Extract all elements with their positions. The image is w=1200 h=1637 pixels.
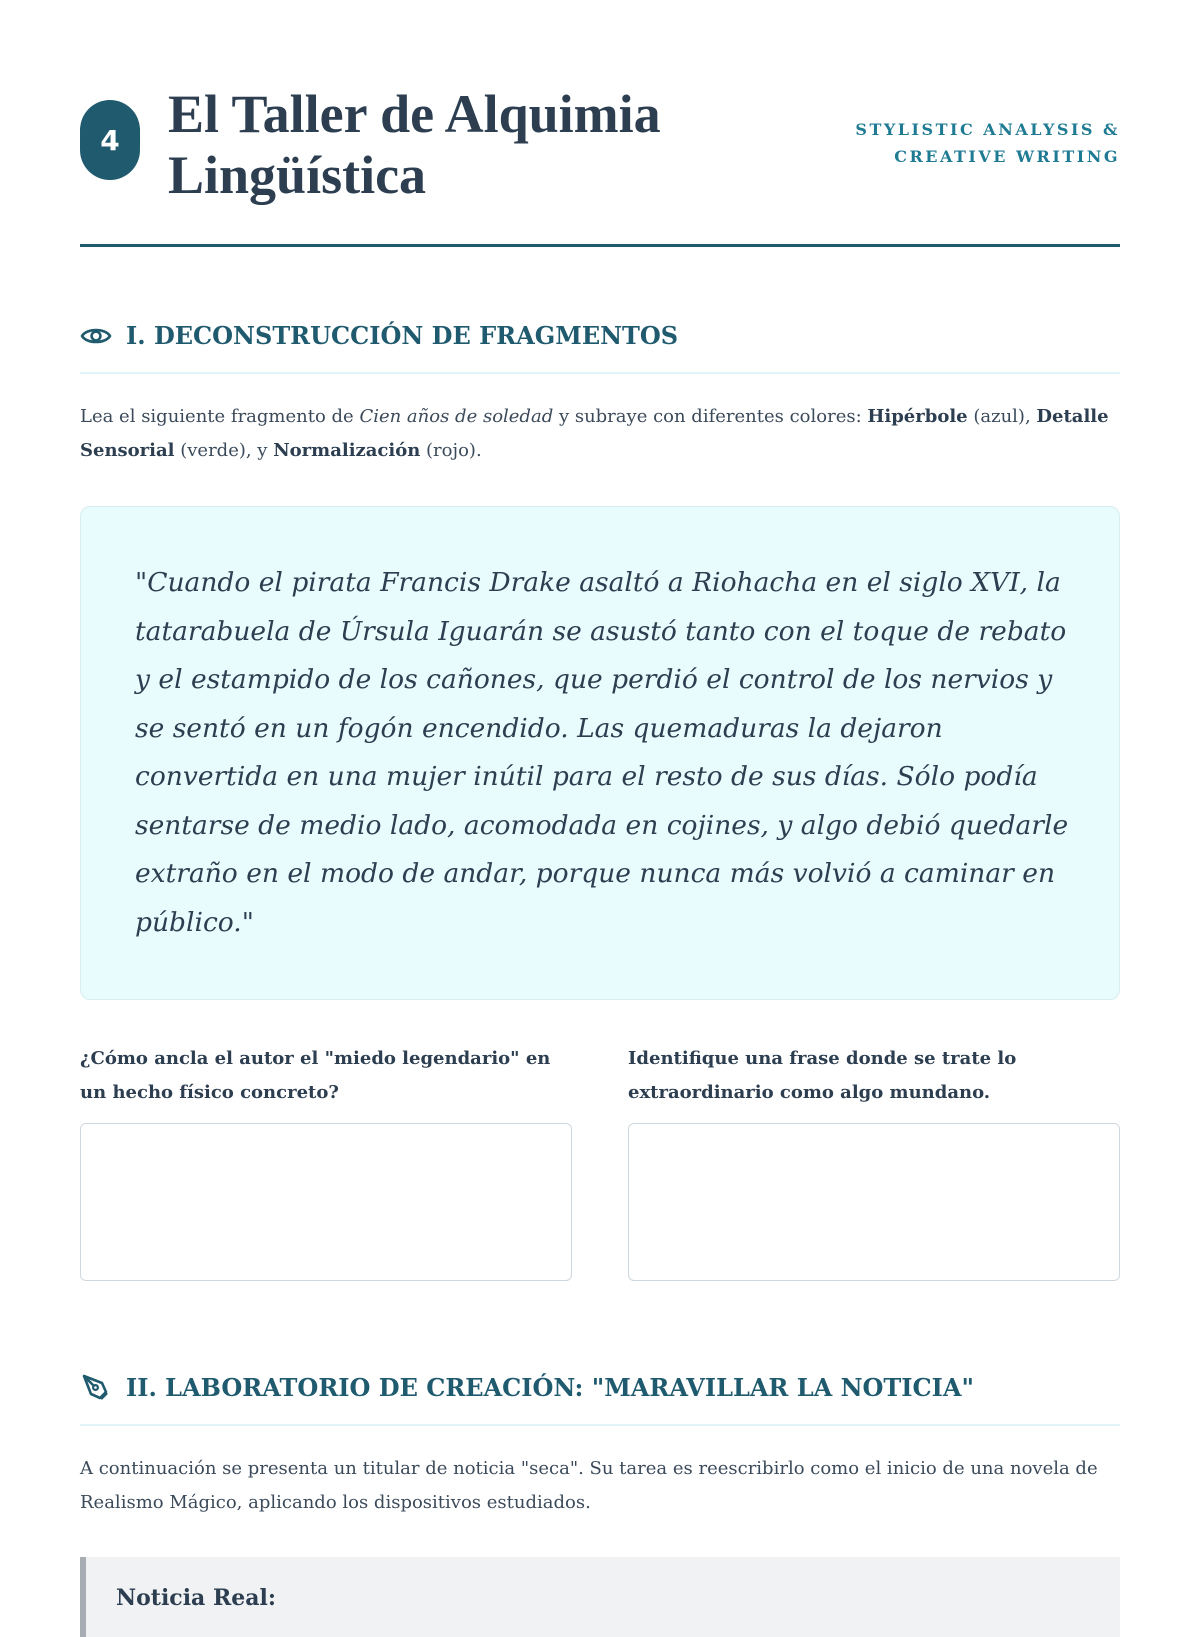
question-2-answer[interactable] xyxy=(628,1123,1120,1281)
quote-box xyxy=(80,506,1120,1000)
news-box xyxy=(80,1557,1120,1637)
device-sensory-detail: Detalle Sensorial xyxy=(80,406,1109,461)
section-1-header xyxy=(80,320,1120,374)
section-1-instructions: Lea el siguiente fragmento de Cien años de soledad y subraye con diferentes colores: Hipérbole (azul), Detalle Sensorial (verde), y Normalización (rojo). xyxy=(80,406,1109,461)
page-subtitle: STYLISTIC ANALYSIS & CREATIVE WRITING xyxy=(855,120,1120,166)
page-header xyxy=(80,84,1120,247)
lesson-number-badge: 4 xyxy=(80,100,140,180)
section-2-header xyxy=(80,1372,1120,1426)
section-2-instructions: A continuación se presenta un titular de noticia "seca". Su tarea es reescribirlo como el inicio de una novela de Realismo Mágico, aplicando los dispositivos estudiados. xyxy=(80,1458,1098,1513)
section-1-title: I. DECONSTRUCCIÓN DE FRAGMENTOS xyxy=(126,321,679,350)
book-title: Cien años de soledad xyxy=(359,406,554,427)
page-title: El Taller de Alquimia Lingüística xyxy=(168,84,661,205)
eye-icon xyxy=(80,320,112,352)
news-label: Noticia Real: xyxy=(116,1585,276,1611)
question-1-answer[interactable] xyxy=(80,1123,572,1281)
section-2-title: II. LABORATORIO DE CREACIÓN: "MARAVILLAR LA NOTICIA" xyxy=(126,1373,974,1402)
literary-excerpt: "Cuando el pirata Francis Drake asaltó a Riohacha en el siglo XVI, la tatarabuela de Úrsula Iguarán se asustó tanto con el toque de rebato y el estampido de los cañones, que perdió el control de los nervios y se sentó en un fogón encendido. Las quemaduras la dejaron convertida en una mujer inútil para el resto de sus días. Sólo podía sentarse de medio lado, acomodada en cojines, y algo debió quedarle extraño en el modo de andar, porque nunca más volvió a caminar en público." xyxy=(135,567,1069,938)
device-hyperbole: Hipérbole xyxy=(867,406,968,427)
question-2-label: Identifique una frase donde se trate lo extraordinario como algo mundano. xyxy=(628,1048,1017,1103)
device-normalization: Normalización xyxy=(273,440,421,461)
pen-nib-icon xyxy=(80,1372,112,1404)
question-1-label: ¿Cómo ancla el autor el "miedo legendario" en un hecho físico concreto? xyxy=(80,1048,551,1103)
